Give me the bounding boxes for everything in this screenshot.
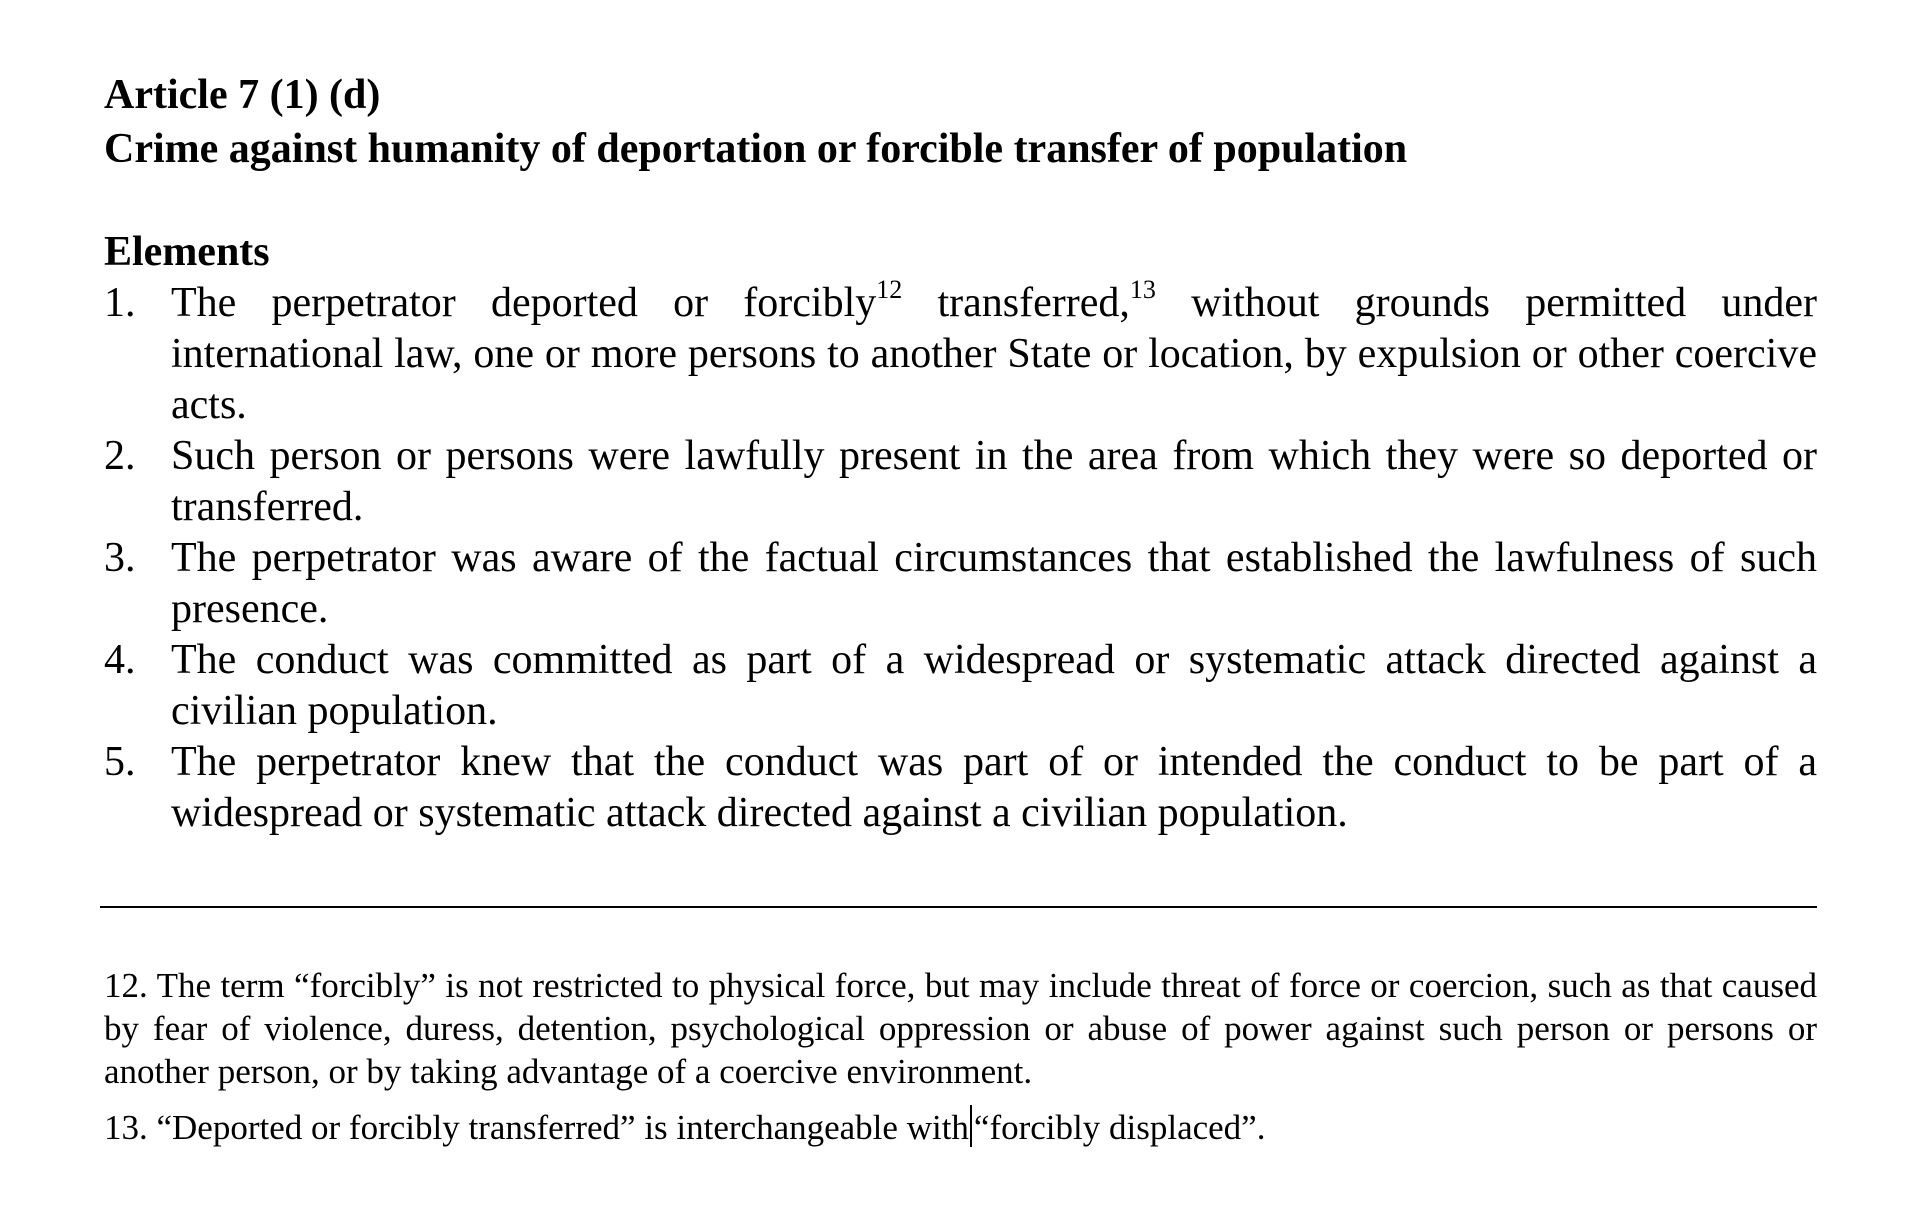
footnote-13[interactable] — [104, 1105, 1817, 1149]
element-number: 1. — [104, 280, 136, 326]
section-spacer — [104, 176, 1817, 226]
footnote-12[interactable] — [104, 964, 1817, 1093]
element-number: 4. — [104, 637, 136, 683]
element-text: Such person or persons were lawfully present in the area from which they were so deported or transferred. — [171, 433, 1817, 530]
article-body — [104, 68, 1817, 839]
element-item-3 — [104, 533, 1817, 635]
element-text: The perpetrator was aware of the factual circumstances that established the lawfulness of such presence. — [171, 535, 1817, 632]
element-item-4 — [104, 635, 1817, 737]
footnote-text: 12. The term “forcibly” is not restricted to physical force, but may include threat of force or coercion, such as that caused by fear of violence, duress, detention, psychological oppression or abuse of power against such person or persons or another person, or by taking advantage of a coercive environment. — [104, 966, 1817, 1091]
footnote-text: “forcibly displaced”. — [973, 1108, 1266, 1147]
element-item-5 — [104, 737, 1817, 839]
footnote-ref-13[interactable]: 13 — [1129, 275, 1156, 304]
element-text: The conduct was committed as part of a widespread or systematic attack directed against a civilian population. — [171, 637, 1817, 734]
element-text: without grounds permitted under international law, one or more persons to another State or location, by expulsion or other coercive acts. — [171, 280, 1817, 428]
element-text: transferred, — [902, 280, 1130, 326]
element-number: 5. — [104, 739, 136, 785]
text-cursor — [970, 1105, 972, 1147]
article-title: Crime against humanity of deportation or forcible transfer of population — [104, 126, 1408, 172]
article-number: Article 7 (1) (d) — [104, 72, 381, 118]
element-number: 2. — [104, 433, 136, 479]
elements-list — [104, 275, 1817, 839]
element-item-1 — [104, 275, 1817, 431]
footnote-text: 13. “Deported or forcibly transferred” is interchangeable with — [104, 1108, 969, 1147]
element-item-2 — [104, 431, 1817, 533]
footnote-ref-12[interactable]: 12 — [876, 275, 903, 304]
footnote-separator — [100, 906, 1817, 908]
element-text: The perpetrator knew that the conduct was part of or intended the conduct to be part of a widespread or systematic attack directed against a civilian population. — [171, 739, 1817, 836]
element-number: 3. — [104, 535, 136, 581]
elements-heading: Elements — [104, 229, 270, 275]
element-text: The perpetrator deported or forcibly — [171, 280, 877, 326]
footnotes — [104, 964, 1817, 1161]
